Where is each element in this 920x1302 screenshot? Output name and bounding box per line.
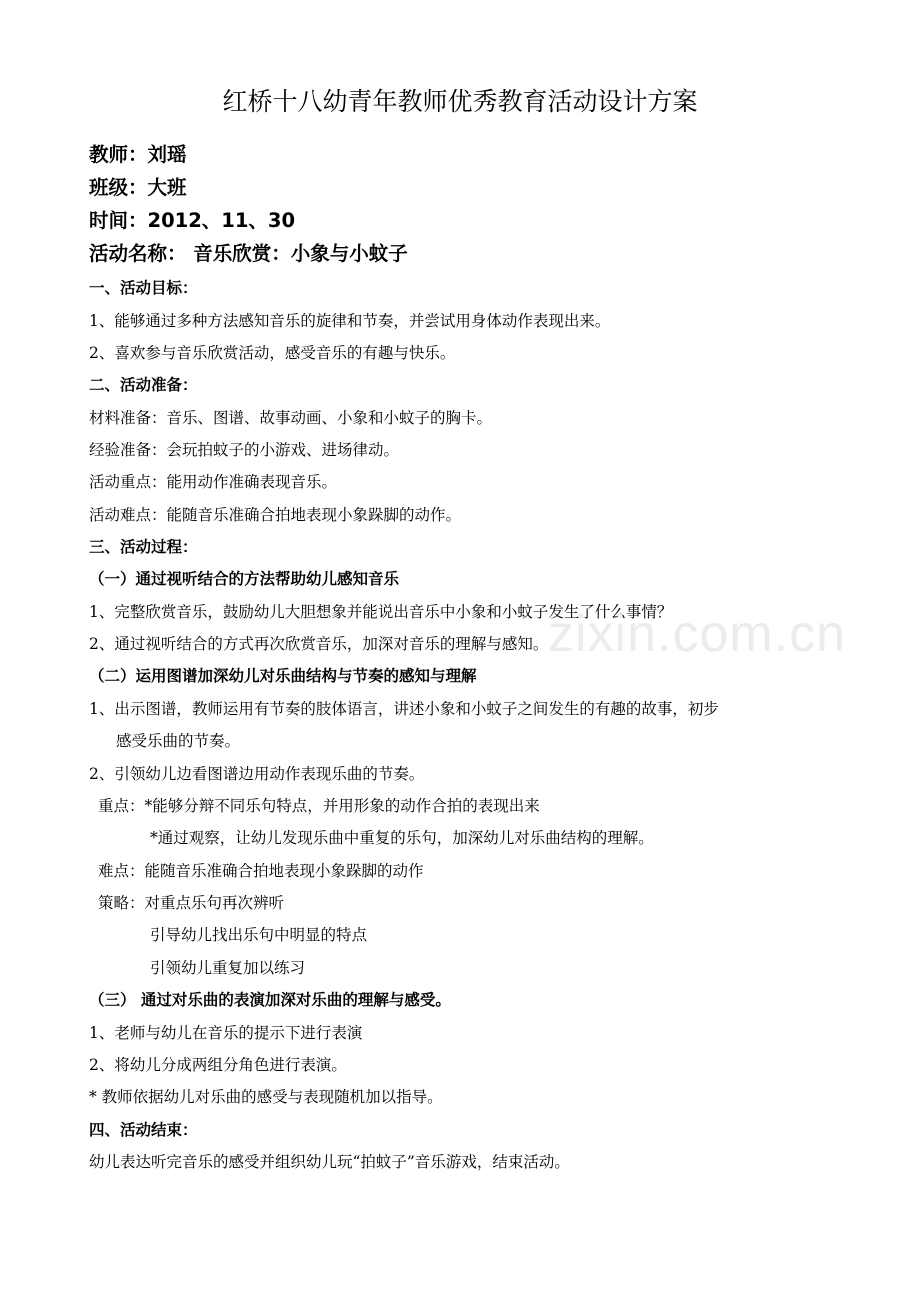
section-4-heading: 四、活动结束： <box>89 1121 198 1139</box>
subsection-2-item-1-line-2: 感受乐曲的节奏。 <box>116 732 241 750</box>
subsection-1-heading: （一）通过视听结合的方法帮助幼儿感知音乐 <box>89 570 400 588</box>
subsection-3-heading: （三） 通过对乐曲的表演加深对乐曲的理解与感受。 <box>89 991 451 1009</box>
section-4-text: 幼儿表达听完音乐的感受并组织幼儿玩“拍蚊子”音乐游戏，结束活动。 <box>89 1153 570 1171</box>
key-point-line-1: 重点：*能够分辩不同乐句特点，并用形象的动作合拍的表现出来 <box>98 797 540 815</box>
prep-difficulty: 活动难点：能随音乐准确合拍地表现小象跺脚的动作。 <box>89 506 462 524</box>
prep-materials: 材料准备：音乐、图谱、故事动画、小象和小蚊子的胸卡。 <box>89 409 493 427</box>
prep-key-point: 活动重点：能用动作准确表现音乐。 <box>89 473 338 491</box>
prep-experience: 经验准备：会玩拍蚊子的小游戏、进场律动。 <box>89 441 400 459</box>
subsection-3-item-2: 2、将幼儿分成两组分角色进行表演。 <box>89 1056 347 1074</box>
section-3-heading: 三、活动过程： <box>89 538 198 556</box>
strategy-line-2: 引导幼儿找出乐句中明显的特点 <box>150 926 368 944</box>
subsection-2-item-1-line-1: 1、出示图谱，教师运用有节奏的肢体语言，讲述小象和小蚊子之间发生的有趣的故事，初步 <box>89 700 719 718</box>
difficulty-line: 难点：能随音乐准确合拍地表现小象跺脚的动作 <box>98 862 424 880</box>
section-1-heading: 一、活动目标： <box>89 279 198 297</box>
watermark: zixin.com.cn <box>548 605 847 663</box>
key-point-line-2: *通过观察，让幼儿发现乐曲中重复的乐句，加深幼儿对乐曲结构的理解。 <box>150 829 654 847</box>
time-line: 时间：2012、11、30 <box>89 209 296 232</box>
subsection-3-note: * 教师依据幼儿对乐曲的感受与表现随机加以指导。 <box>89 1088 443 1106</box>
strategy-line-1: 策略：对重点乐句再次辨听 <box>98 894 285 912</box>
class-line: 班级：大班 <box>89 176 187 199</box>
strategy-line-3: 引领幼儿重复加以练习 <box>150 959 306 977</box>
subsection-2-item-2: 2、引领幼儿边看图谱边用动作表现乐曲的节奏。 <box>89 765 425 783</box>
subsection-1-item-1: 1、完整欣赏音乐，鼓励幼儿大胆想象并能说出音乐中小象和小蚊子发生了什么事情？ <box>89 603 673 621</box>
section-2-heading: 二、活动准备： <box>89 376 198 394</box>
teacher-line: 教师：刘瑶 <box>89 143 187 166</box>
subsection-1-item-2: 2、通过视听结合的方式再次欣赏音乐，加深对音乐的理解与感知。 <box>89 635 549 653</box>
activity-name-line: 活动名称： 音乐欣赏：小象与小蚊子 <box>89 242 408 265</box>
document-title: 红桥十八幼青年教师优秀教育活动设计方案 <box>222 87 698 116</box>
subsection-2-heading: （二）运用图谱加深幼儿对乐曲结构与节奏的感知与理解 <box>89 667 477 685</box>
subsection-3-item-1: 1、老师与幼儿在音乐的提示下进行表演 <box>89 1024 363 1042</box>
goal-item-2: 2、喜欢参与音乐欣赏活动，感受音乐的有趣与快乐。 <box>89 344 456 362</box>
goal-item-1: 1、能够通过多种方法感知音乐的旋律和节奏，并尝试用身体动作表现出来。 <box>89 312 611 330</box>
